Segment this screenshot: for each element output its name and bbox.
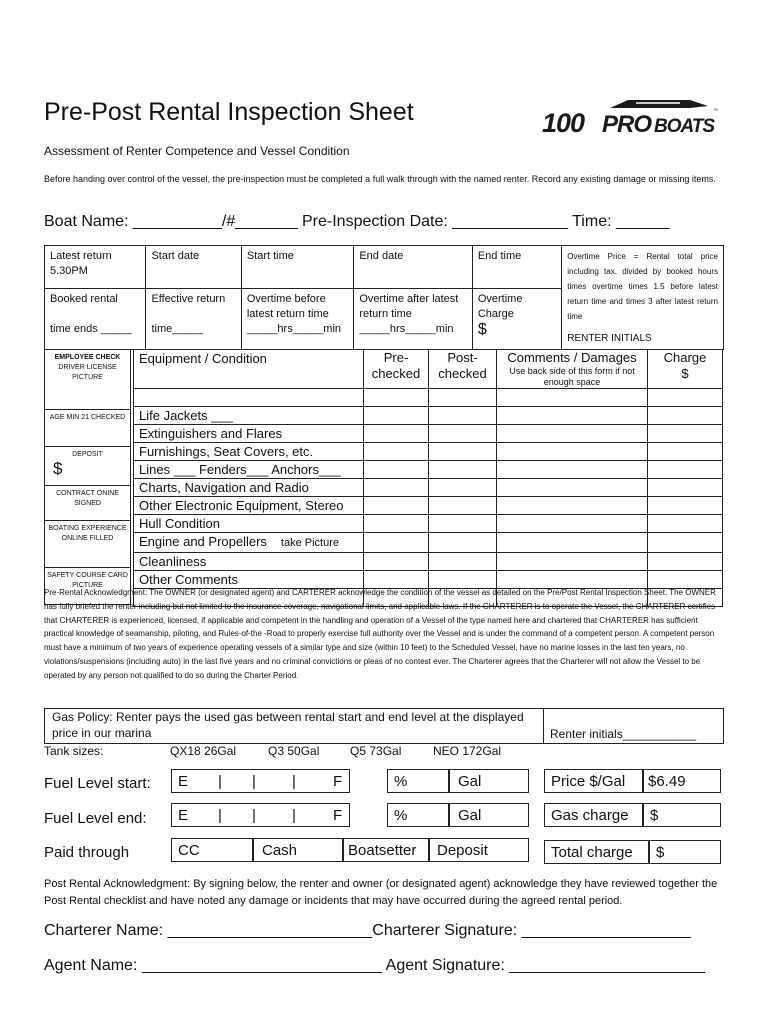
contract-check-cell[interactable]: [45, 486, 131, 521]
equipment-item: [134, 479, 364, 497]
fuel-start-label: Fuel Level start:: [44, 775, 151, 792]
employee-checks: [44, 349, 131, 605]
end-date-label[interactable]: End date: [354, 246, 473, 289]
company-logo: [540, 96, 720, 138]
equipment-row: [134, 443, 723, 461]
equipment-table: [133, 349, 723, 607]
equipment-header-label: Equipment / Condition: [139, 351, 267, 366]
post-checked-cell[interactable]: [429, 479, 497, 497]
charge-cell[interactable]: [648, 443, 723, 461]
total-charge-value[interactable]: $: [649, 840, 721, 864]
charge-header-dollar: $: [681, 366, 689, 381]
latest-return-time: 5.30PM: [50, 265, 88, 277]
charge-cell[interactable]: [648, 425, 723, 443]
booked-rental-cell[interactable]: [45, 289, 146, 350]
equipment-header: [134, 350, 364, 389]
age-check-cell[interactable]: [45, 410, 131, 447]
comments-cell[interactable]: [497, 533, 648, 553]
full-mark: F: [333, 773, 343, 790]
pre-checked-cell[interactable]: [364, 443, 429, 461]
comments-cell[interactable]: [497, 389, 648, 407]
gauge-tick: |: [292, 807, 296, 824]
empty-mark: E: [178, 807, 189, 824]
intro-text: Before handing over control of the vessel, the pre-inspection must be completed a full walk through with the named renter. Record any existing damage or missing items.: [44, 174, 716, 184]
svg-text:™: ™: [713, 108, 718, 114]
driver-license-label: DRIVER LICENSE PICTURE: [58, 364, 117, 381]
price-per-gal-value: $6.49: [643, 769, 721, 793]
tank-q5: Q5 73Gal: [350, 744, 402, 758]
gas-charge-label: Gas charge: [544, 803, 643, 827]
comments-header-note: Use back side of this form if not enough space: [509, 366, 635, 387]
equipment-row: [134, 407, 723, 425]
comments-header-label: Comments / Damages: [507, 350, 637, 365]
gas-charge-value[interactable]: $: [643, 803, 721, 827]
comments-cell[interactable]: [497, 425, 648, 443]
fuel-start-gal[interactable]: Gal: [449, 769, 529, 793]
pre-checked-header: Pre-checked: [364, 350, 429, 389]
equipment-item-label: Hull Condition: [139, 516, 220, 531]
effective-return-label: Effective return: [151, 293, 226, 306]
pre-checked-cell[interactable]: [364, 425, 429, 443]
svg-text:BOATS: BOATS: [654, 116, 715, 137]
end-time-label[interactable]: End time: [472, 246, 561, 289]
overtime-charge-dollar: $: [477, 321, 487, 339]
total-charge-label: Total charge: [544, 840, 649, 864]
boat-name-line[interactable]: Boat Name: __________/#_______ Pre-Inspection Date: _____________ Time: ______: [44, 213, 670, 230]
latest-return-label: Latest return: [50, 250, 112, 262]
fuel-end-percent[interactable]: %: [387, 803, 449, 827]
fuel-start-percent[interactable]: %: [387, 769, 449, 793]
tank-sizes: [44, 744, 502, 758]
page-title: Pre-Post Rental Inspection Sheet: [44, 98, 414, 126]
renter-initials-gas[interactable]: Renter initials___________: [550, 727, 697, 741]
post-checked-cell[interactable]: [429, 461, 497, 479]
equipment-row: [134, 515, 723, 533]
time-grid: [44, 245, 724, 350]
effective-return-cell[interactable]: [146, 289, 241, 350]
overtime-after-cell[interactable]: [354, 289, 473, 350]
pre-checked-cell[interactable]: [364, 497, 429, 515]
equipment-item-label: Lines ___ Fenders___ Anchors___: [139, 462, 341, 477]
equipment-item: [134, 515, 364, 533]
gauge-tick: |: [218, 807, 222, 824]
overtime-charge-label: Overtime Charge: [477, 293, 523, 321]
charge-cell[interactable]: [648, 461, 723, 479]
overtime-charge-cell[interactable]: [472, 289, 561, 350]
charge-cell[interactable]: [648, 553, 723, 571]
gas-policy-text: Gas Policy: Renter pays the used gas between rental start and end level at the displayed price in our marina: [52, 710, 524, 740]
pre-rental-acknowledgment: Pre-Rental Acknowledgment: The OWNER (or designated agent) and CARTERER acknowledge the condition of the vessel as detailed on the Pre/Post Rental Inspection Sheet. The OWNER has fully briefed the renter including but not limited to the insurance coverage, navigational limits, and applicable laws. If the CHARTERER is to operate the Vessel, the CHARTERER certifies that CHARTERER is experienced, licensed, if applicable and competent in the handling and operation of a Vessel of the type named here and chartered that CHARTERER has sufficient practical knowledge of seamanship, piloting, and Rules-of-the -Road to properly exercise full authority over the Vessel and is under the command of a competent person. A competent person must have a minimum of two years of experience operating vessels of a similar type and size (within 10 feet) to the Scheduled Vessel, have no marine losses in the last ten years, no violations/suspensions (including auto) in the last five years and no criminal convictions or pleas of no contest ever. The Charterer agrees that the Charterer will not allow the Vessel to be operated by any person not qualified to do so during the Charter Period.: [44, 588, 716, 680]
equipment-row: [134, 479, 723, 497]
pay-cc-option[interactable]: CC: [171, 838, 253, 862]
comments-cell[interactable]: [497, 461, 648, 479]
fuel-end-gauge[interactable]: [171, 803, 350, 827]
comments-cell[interactable]: [497, 443, 648, 461]
start-date-label[interactable]: Start date: [146, 246, 241, 289]
start-time-label[interactable]: Start time: [241, 246, 353, 289]
equipment-row: [134, 425, 723, 443]
post-checked-cell[interactable]: [429, 425, 497, 443]
hrs-min-field-2: _____hrs_____min: [359, 323, 454, 336]
equipment-row: [134, 497, 723, 515]
take-picture-note: take Picture: [280, 537, 340, 549]
renter-initials-label[interactable]: RENTER INITIALS: [567, 333, 652, 344]
equipment-item-label: Engine and Propellers: [139, 534, 267, 549]
equipment-item-label: Other Comments: [139, 572, 238, 587]
overtime-before-cell[interactable]: [241, 289, 353, 350]
post-checked-cell[interactable]: [429, 533, 497, 553]
tank-sizes-label: Tank sizes:: [44, 744, 104, 758]
gauge-tick: |: [252, 807, 256, 824]
equipment-item: [134, 443, 364, 461]
overtime-before-label: Overtime before latest return time: [246, 293, 329, 321]
equipment-row: [134, 389, 723, 407]
equipment-item: [134, 533, 364, 553]
equipment-row: [134, 461, 723, 479]
effective-time-field: time_____: [151, 323, 203, 336]
equipment-item-label: Cleanliness: [139, 554, 207, 569]
charge-cell[interactable]: [648, 407, 723, 425]
booked-rental-label: Booked rental: [50, 293, 118, 306]
equipment-item-label: Other Electronic Equipment, Stereo: [139, 498, 344, 513]
post-checked-cell[interactable]: [429, 497, 497, 515]
safety-course-label: SAFETY COURSE CARD PICTURE: [47, 572, 128, 589]
pre-checked-cell[interactable]: [364, 407, 429, 425]
svg-text:PRO: PRO: [602, 111, 652, 138]
employee-check-heading: EMPLOYEE CHECK: [54, 354, 121, 361]
charge-cell[interactable]: [648, 479, 723, 497]
charge-header: [648, 350, 723, 389]
fuel-start-gauge[interactable]: [171, 769, 350, 793]
full-mark: F: [333, 807, 343, 824]
pre-checked-cell[interactable]: [364, 553, 429, 571]
charge-cell[interactable]: [648, 515, 723, 533]
deposit-dollar: $: [53, 459, 63, 478]
paid-through-label: Paid through: [44, 844, 130, 861]
post-checked-cell[interactable]: [429, 553, 497, 571]
license-check-cell[interactable]: [45, 350, 131, 410]
pay-deposit-option[interactable]: Deposit: [429, 838, 529, 862]
pay-boatsetter-option[interactable]: Boatsetter: [343, 838, 429, 862]
gauge-tick: |: [292, 773, 296, 790]
deposit-label: DEPOSIT: [72, 451, 103, 458]
post-rental-acknowledgment: Post Rental Acknowledgment: By signing below, the renter and owner (or designated agent) acknowledge they have reviewed together the Post Rental checklist and have noted any damage or incidents that may have occurred during the agreed rental period.: [44, 878, 718, 907]
age-min-label: AGE MIN 21 CHECKED: [49, 414, 126, 421]
overtime-price-text: Overtime Price = Rental total price including tax, divided by booked hours times overtime times 1.5 before latest return time and times 3 after latest return time: [567, 252, 718, 321]
post-checked-cell[interactable]: [429, 407, 497, 425]
charge-cell[interactable]: [648, 389, 723, 407]
pre-checked-cell[interactable]: [364, 389, 429, 407]
price-per-gal-label: Price $/Gal: [544, 769, 643, 793]
subtitle: Assessment of Renter Competence and Vessel Condition: [44, 144, 350, 158]
comments-cell[interactable]: [497, 407, 648, 425]
empty-mark: E: [178, 773, 189, 790]
equipment-item-label: Charts, Navigation and Radio: [139, 480, 309, 495]
equipment-item: [134, 389, 364, 407]
charge-header-label: Charge: [663, 350, 707, 365]
overtime-after-label: Overtime after latest return time: [359, 293, 459, 321]
overtime-price-cell: [562, 246, 724, 350]
charge-cell[interactable]: [648, 497, 723, 515]
equipment-row: [134, 553, 723, 571]
pre-checked-cell[interactable]: [364, 515, 429, 533]
post-checked-header: Post-checked: [429, 350, 497, 389]
gauge-tick: |: [252, 773, 256, 790]
time-ends-field: time ends _____: [50, 323, 132, 336]
equipment-item: [134, 553, 364, 571]
latest-return-cell: [45, 246, 146, 289]
tank-qx18: QX18 26Gal: [170, 744, 237, 758]
equipment-item-label: Extinguishers and Flares: [139, 426, 283, 441]
post-checked-cell[interactable]: [429, 515, 497, 533]
tank-neo: NEO 172Gal: [433, 744, 502, 758]
boating-exp-label: BOATING EXPERIENCE ONLINE FILLED: [48, 525, 127, 542]
charge-cell[interactable]: [648, 533, 723, 553]
pay-cash-option[interactable]: Cash: [253, 838, 343, 862]
contract-label: CONTRACT ONINE SIGNED: [56, 490, 119, 507]
gauge-tick: |: [218, 773, 222, 790]
equipment-item: [134, 497, 364, 515]
post-checked-cell[interactable]: [429, 443, 497, 461]
charterer-signature-line[interactable]: Charterer Name: _______________________Charterer Signature: ___________________: [44, 922, 691, 939]
equipment-item-label: Life Jackets ___: [139, 408, 233, 423]
pre-checked-cell[interactable]: [364, 461, 429, 479]
tank-q3: Q3 50Gal: [268, 744, 320, 758]
hrs-min-field-1: _____hrs_____min: [246, 323, 342, 336]
svg-text:100: 100: [542, 108, 585, 138]
comments-header: [497, 350, 648, 389]
comments-cell[interactable]: [497, 497, 648, 515]
pre-checked-cell[interactable]: [364, 479, 429, 497]
post-checked-cell[interactable]: [429, 389, 497, 407]
boating-exp-check-cell[interactable]: [45, 521, 131, 568]
agent-signature-line[interactable]: Agent Name: ___________________________ Agent Signature: ______________________: [44, 957, 706, 974]
comments-cell[interactable]: [497, 479, 648, 497]
fuel-end-label: Fuel Level end:: [44, 810, 147, 827]
equipment-item-label: Furnishings, Seat Covers, etc.: [139, 444, 314, 459]
deposit-check-cell[interactable]: [45, 447, 131, 486]
pre-checked-cell[interactable]: [364, 533, 429, 553]
equipment-row: [134, 533, 723, 553]
equipment-item: [134, 461, 364, 479]
equipment-item: [134, 407, 364, 425]
comments-cell[interactable]: [497, 553, 648, 571]
equipment-item: [134, 425, 364, 443]
fuel-end-gal[interactable]: Gal: [449, 803, 529, 827]
comments-cell[interactable]: [497, 515, 648, 533]
